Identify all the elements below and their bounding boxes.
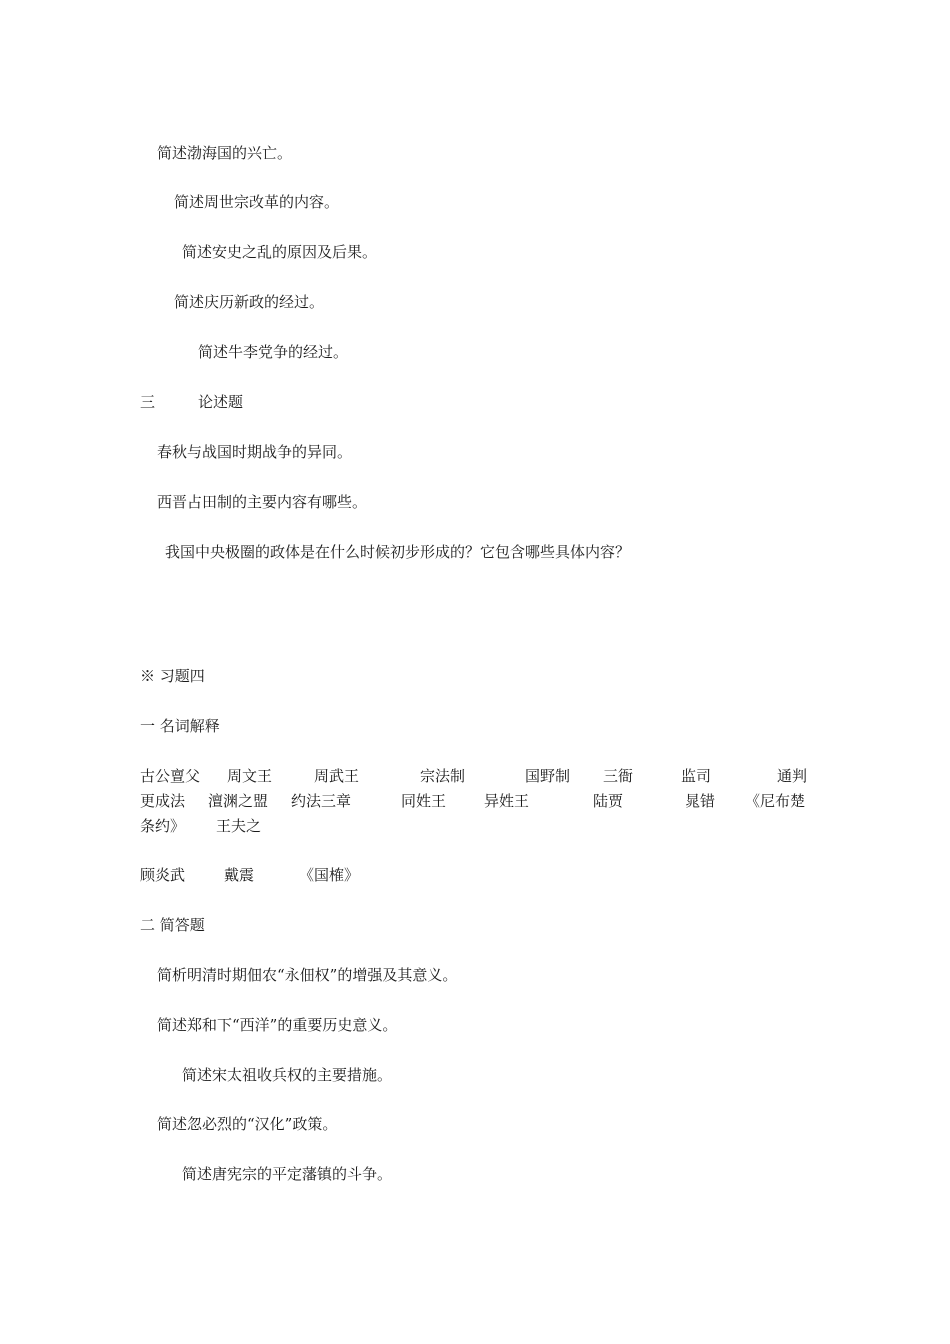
term-item: 更成法 [140, 792, 186, 810]
section-heading: 二 简答题 [140, 916, 205, 934]
question-text: 简述安史之乱的原因及后果。 [182, 243, 378, 261]
term-item: 戴震 [224, 866, 255, 884]
term-item: 《尼布楚 [745, 792, 806, 810]
question-text: 简述庆历新政的经过。 [174, 293, 325, 311]
essay-question: 西晋占田制的主要内容有哪些。 [157, 493, 368, 511]
term-item: 晁错 [685, 792, 716, 810]
term-item: 宗法制 [420, 767, 466, 785]
essay-question: 春秋与战国时期战争的异同。 [157, 443, 353, 461]
term-item: 王夫之 [216, 817, 262, 835]
term-item: 澶渊之盟 [208, 792, 269, 810]
term-item: 约法三章 [291, 792, 352, 810]
term-item: 三衙 [603, 767, 634, 785]
section-heading: 论述题 [198, 393, 244, 411]
term-item: 国野制 [525, 767, 571, 785]
question-text: 简述郑和下“西洋”的重要历史意义。 [157, 1016, 398, 1034]
term-item: 条约》 [140, 817, 186, 835]
term-item: 顾炎武 [140, 866, 186, 884]
term-item: 异姓王 [484, 792, 530, 810]
section-number: 三 [140, 393, 156, 411]
question-text: 简述牛李党争的经过。 [198, 343, 349, 361]
question-text: 简述唐宪宗的平定藩镇的斗争。 [182, 1165, 393, 1183]
section-heading: 一 名词解释 [140, 717, 220, 735]
exercise-heading: ※ 习题四 [140, 667, 205, 685]
term-item: 古公亶父 [140, 767, 201, 785]
term-item: 同姓王 [401, 792, 447, 810]
term-item: 监司 [681, 767, 712, 785]
term-item: 通判 [777, 767, 808, 785]
term-item: 周武王 [314, 767, 360, 785]
question-text: 简析明清时期佃农“永佃权”的增强及其意义。 [157, 966, 458, 984]
question-text: 简述宋太祖收兵权的主要措施。 [182, 1066, 393, 1084]
term-item: 陆贾 [593, 792, 624, 810]
question-text: 简述渤海国的兴亡。 [157, 144, 293, 162]
term-item: 周文王 [227, 767, 273, 785]
term-item: 《国榷》 [299, 866, 360, 884]
essay-question: 我国中央极圈的政体是在什么时候初步形成的？它包含哪些具体内容？ [165, 543, 631, 561]
question-text: 简述忽必烈的“汉化”政策。 [157, 1115, 338, 1133]
question-text: 简述周世宗改革的内容。 [174, 193, 340, 211]
